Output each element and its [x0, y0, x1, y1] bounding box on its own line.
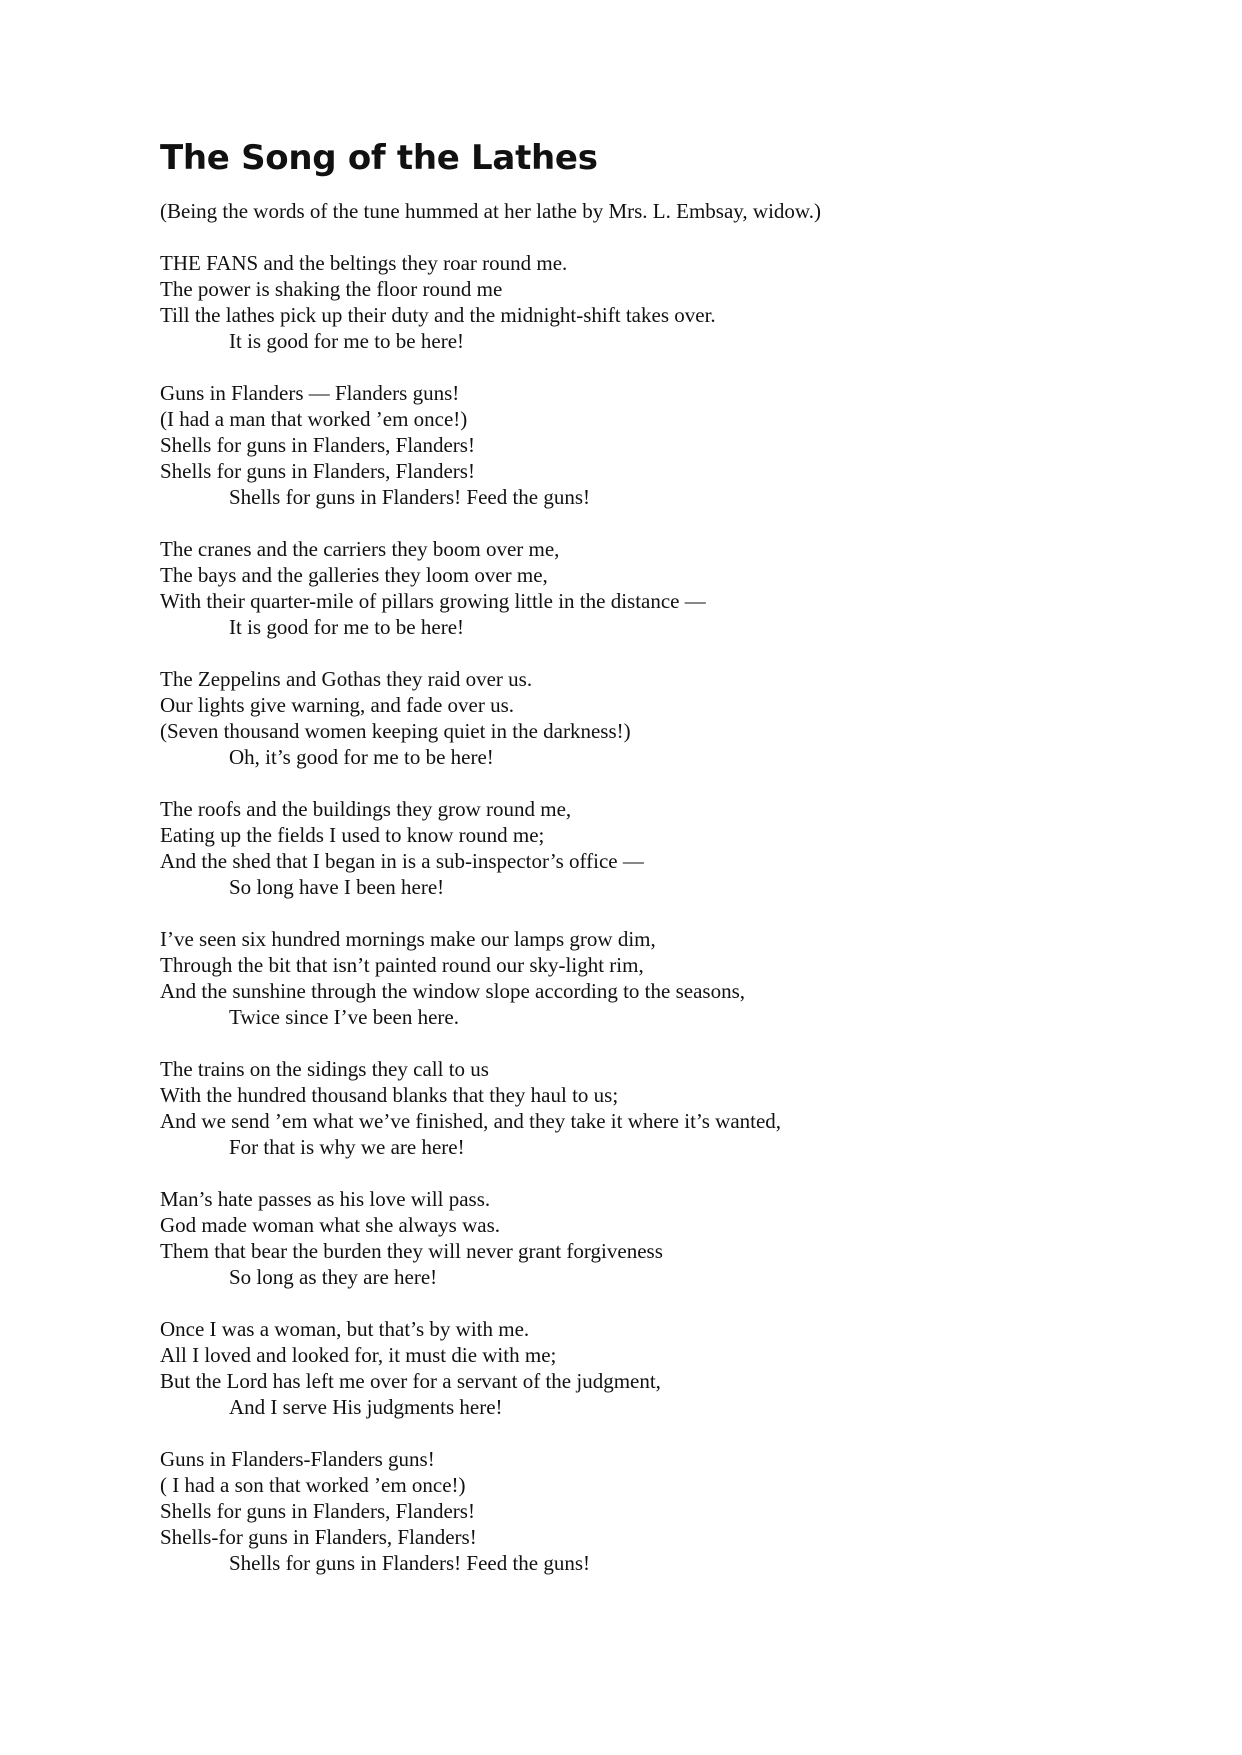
stanza [160, 536, 1160, 640]
poem-line: All I loved and looked for, it must die with me; [160, 1343, 557, 1367]
poem-refrain: It is good for me to be here! [229, 615, 465, 639]
stanza [160, 1056, 1160, 1160]
poem-line: Guns in Flanders — Flanders guns! [160, 381, 460, 405]
poem-refrain: And I serve His judgments here! [229, 1395, 503, 1419]
poem-line: Them that bear the burden they will never grant forgiveness [160, 1239, 663, 1263]
poem-line: Through the bit that isn’t painted round our sky-light rim, [160, 953, 644, 977]
poem-line: Our lights give warning, and fade over us. [160, 693, 514, 717]
poem-refrain: So long as they are here! [229, 1265, 438, 1289]
poem-line: THE FANS and the beltings they roar round me. [160, 251, 568, 275]
poem-line: The bays and the galleries they loom over me, [160, 563, 548, 587]
stanza [160, 380, 1160, 510]
poem-line: Guns in Flanders-Flanders guns! [160, 1447, 435, 1471]
poem-line: And the shed that I began in is a sub-inspector’s office — [160, 849, 644, 873]
poem-line: And the sunshine through the window slope according to the seasons, [160, 979, 745, 1003]
stanza [160, 926, 1160, 1030]
poem-line: Once I was a woman, but that’s by with me. [160, 1317, 530, 1341]
poem-line: The Zeppelins and Gothas they raid over us. [160, 667, 533, 691]
poem-line: ( I had a son that worked ’em once!) [160, 1473, 466, 1497]
stanza [160, 1316, 1160, 1420]
document-page [160, 136, 1160, 1602]
poem-line: With the hundred thousand blanks that they haul to us; [160, 1083, 619, 1107]
poem-refrain: Twice since I’ve been here. [229, 1005, 459, 1029]
poem-line: Shells for guns in Flanders, Flanders! [160, 1499, 475, 1523]
poem-refrain: So long have I been here! [229, 875, 445, 899]
poem-line: The cranes and the carriers they boom over me, [160, 537, 560, 561]
poem-line: (Seven thousand women keeping quiet in the darkness!) [160, 719, 631, 743]
poem-refrain: Oh, it’s good for me to be here! [229, 745, 494, 769]
poem-refrain: Shells for guns in Flanders! Feed the guns! [229, 1551, 591, 1575]
stanza [160, 1446, 1160, 1576]
poem-line: The power is shaking the floor round me [160, 277, 503, 301]
stanza [160, 796, 1160, 900]
poem-line: The roofs and the buildings they grow round me, [160, 797, 572, 821]
poem-line: God made woman what she always was. [160, 1213, 500, 1237]
poem-line: Eating up the fields I used to know round me; [160, 823, 545, 847]
poem-line: Man’s hate passes as his love will pass. [160, 1187, 491, 1211]
stanza [160, 1186, 1160, 1290]
poem-line: Shells for guns in Flanders, Flanders! [160, 433, 475, 457]
poem-line: And we send ’em what we’ve finished, and they take it where it’s wanted, [160, 1109, 782, 1133]
poem-refrain: Shells for guns in Flanders! Feed the guns! [229, 485, 591, 509]
poem-line: But the Lord has left me over for a servant of the judgment, [160, 1369, 661, 1393]
poem-line: (I had a man that worked ’em once!) [160, 407, 468, 431]
stanza [160, 666, 1160, 770]
poem-line: Shells for guns in Flanders, Flanders! [160, 459, 475, 483]
poem-title: The Song of the Lathes [160, 138, 598, 178]
poem-line: Shells-for guns in Flanders, Flanders! [160, 1525, 477, 1549]
poem-refrain: It is good for me to be here! [229, 329, 465, 353]
poem-subtitle: (Being the words of the tune hummed at her lathe by Mrs. L. Embsay, widow.) [160, 199, 821, 223]
poem-line: I’ve seen six hundred mornings make our lamps grow dim, [160, 927, 656, 951]
poem-line: The trains on the sidings they call to us [160, 1057, 489, 1081]
poem-line: With their quarter-mile of pillars growing little in the distance — [160, 589, 706, 613]
poem-refrain: For that is why we are here! [229, 1135, 465, 1159]
poem-line: Till the lathes pick up their duty and the midnight-shift takes over. [160, 303, 716, 327]
stanza [160, 250, 1160, 354]
